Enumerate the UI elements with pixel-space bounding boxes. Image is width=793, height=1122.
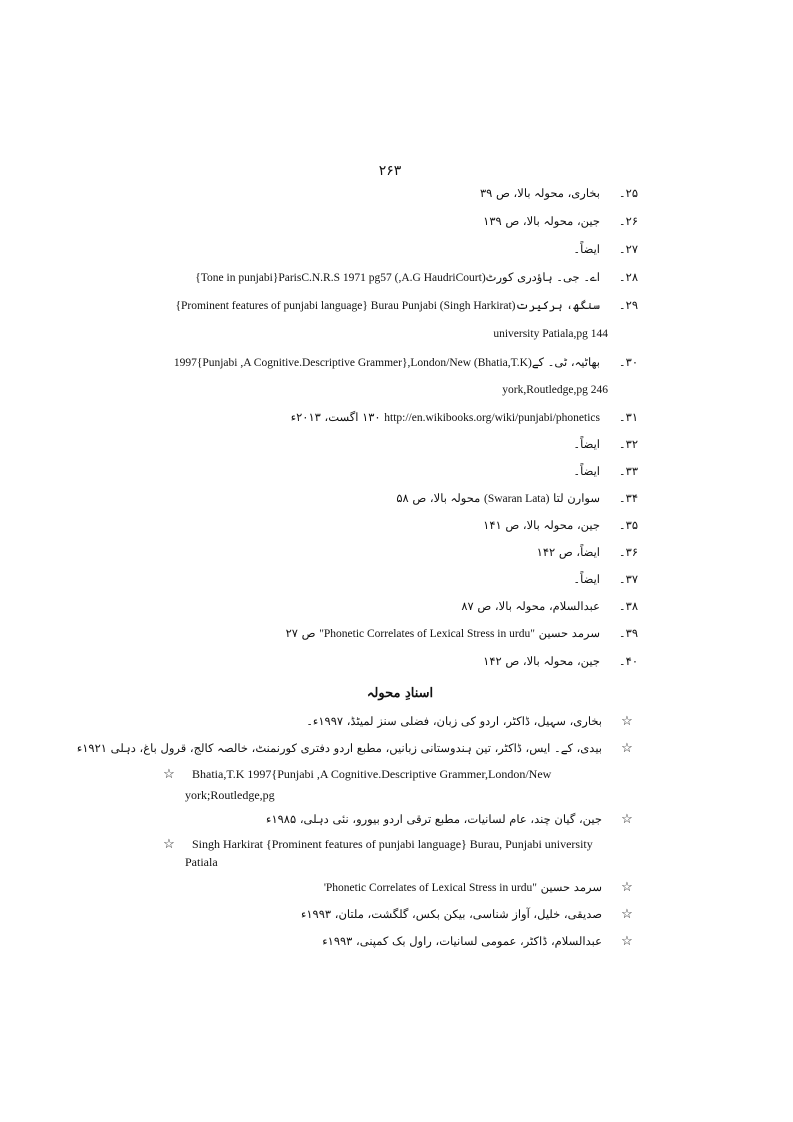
star-icon: ☆ — [621, 714, 633, 729]
reference-text: عبدالسلام، محولہ بالا، ص ۸۷ — [461, 599, 600, 613]
reference-latin-text: "Phonetic Correlates of Lexical Stress in urdu" — [319, 628, 535, 640]
reference-text: ایضاً، ص ۱۴۲ — [536, 545, 600, 559]
reference-latin-text: {Tone in punjabi}ParisC.N.R.S 1971 pg57 (,A.G HaudriCourt) — [195, 272, 486, 284]
bibliography-latin-text: 'Phonetic Correlates of Lexical Stress in urdu" — [323, 882, 537, 894]
reference-text: سنگھ، ہرکیرت — [515, 298, 600, 312]
star-icon: ☆ — [621, 907, 633, 922]
reference-item — [175, 298, 638, 312]
reference-text: ایضاً۔ — [573, 572, 600, 586]
reference-text: بخاری، محولہ بالا، ص ۳۹ — [479, 186, 600, 200]
reference-text: ایضاً۔ — [573, 437, 600, 451]
bibliography-text: جین، گیان چند، عام لسانیات، مطبع ترقی اردو بیورو، نئی دہلی، ۱۹۸۵ء — [266, 812, 602, 826]
bibliography-text: عبدالسلام، ڈاکٹر، عمومی لسانیات، راول بک کمپنی، ۱۹۹۳ء — [322, 934, 602, 948]
reference-item — [396, 491, 638, 505]
reference-number: ۳۵۔ — [618, 518, 638, 532]
reference-text: سوارن لتا — [553, 491, 600, 505]
reference-item — [573, 464, 638, 478]
reference-number: ۲۸۔ — [618, 270, 638, 284]
bibliography-text: سرمد حسین — [540, 880, 602, 894]
star-icon: ☆ — [621, 880, 633, 895]
reference-item — [480, 186, 638, 200]
bibliography-text: صدیقی، خلیل، آواز شناسی، بیکن بکس، گلگشت، ملتان، ۱۹۹۳ء — [300, 907, 602, 921]
reference-number: ۲۵۔ — [618, 186, 638, 200]
reference-number: ۳۱۔ — [618, 410, 638, 424]
reference-text: ایضاً۔ — [573, 242, 600, 256]
reference-item — [174, 355, 638, 369]
reference-url: http://en.wikibooks.org/wiki/punjabi/phonetics — [384, 412, 600, 424]
reference-number: ۴۰۔ — [618, 654, 638, 668]
reference-number: ۳۲۔ — [618, 437, 638, 451]
bibliography-latin-text: Singh Harkirat {Prominent features of punjabi language} Burau, Punjabi university — [192, 837, 593, 851]
reference-item — [291, 410, 638, 424]
bibliography-item — [77, 741, 638, 756]
bibliography-item — [158, 836, 593, 852]
bibliography-text: بیدی، کے۔ ایس، ڈاکٹر، تین ہندوستانی زبانیں، مطبع اردو دفتری کورنمنٹ، خالصہ کالج، قرول باغ، دہلی ۱۹۲۱ء — [76, 741, 602, 755]
reference-text: جین، محولہ بالا، ص ۱۴۱ — [483, 518, 600, 532]
reference-number: ۳۶۔ — [618, 545, 638, 559]
reference-item — [195, 270, 638, 284]
reference-continuation: university Patiala,pg 144 — [493, 328, 608, 340]
bibliography-item — [306, 714, 638, 729]
reference-text: اے۔ جی۔ ہاؤدری کورٹ — [485, 270, 600, 284]
reference-number: ۳۸۔ — [618, 599, 638, 613]
reference-item — [286, 626, 638, 640]
reference-item — [573, 242, 638, 256]
page-number: ۲۶۳ — [378, 163, 402, 179]
bibliography-item — [266, 812, 638, 827]
reference-continuation: york,Routledge,pg 246 — [502, 384, 608, 396]
reference-item — [483, 214, 638, 228]
reference-text: جین، محولہ بالا، ص ۱۴۲ — [483, 654, 600, 668]
reference-number: ۳۰۔ — [618, 355, 638, 369]
bibliography-item — [301, 907, 638, 922]
reference-item — [573, 437, 638, 451]
bibliography-text: بخاری، سہیل، ڈاکٹر، اردو کی زبان، فضلی سنز لمیٹڈ، ۱۹۹۷ء۔ — [306, 714, 602, 728]
reference-item — [483, 518, 638, 532]
bibliography-item — [322, 934, 638, 949]
star-icon: ☆ — [621, 741, 633, 756]
bibliography-latin-text: Bhatia,T.K 1997{Punjabi ,A Cognitive.Descriptive Grammer,London/New — [192, 767, 552, 781]
reference-item — [537, 545, 638, 559]
reference-number: ۳۹۔ — [618, 626, 638, 640]
reference-latin-text: {Prominent features of punjabi language} Burau Punjabi (Singh Harkirat) — [175, 300, 516, 312]
star-icon: ☆ — [163, 766, 175, 781]
star-icon: ☆ — [621, 812, 633, 827]
star-icon: ☆ — [163, 836, 175, 851]
reference-item — [483, 654, 638, 668]
reference-number: ۳۳۔ — [618, 464, 638, 478]
reference-text: بھاٹیہ، ٹی۔ کے — [531, 355, 600, 369]
reference-text: ایضاً۔ — [573, 464, 600, 478]
bibliography-continuation: Patiala — [185, 855, 218, 869]
bibliography-continuation: york;Routledge,pg — [185, 788, 275, 802]
reference-text-2: محولہ بالا، ص ۵۸ — [396, 491, 481, 505]
reference-text: جین، محولہ بالا، ص ۱۳۹ — [483, 214, 600, 228]
bibliography-heading: اسنادِ محولہ — [366, 686, 434, 701]
reference-number: ۲۷۔ — [618, 242, 638, 256]
reference-text: سرمد حسین — [538, 626, 600, 640]
reference-item — [573, 572, 638, 586]
bibliography-item — [158, 766, 551, 782]
reference-latin-text: (Swaran Lata) — [483, 493, 550, 505]
reference-latin-text: 1997{Punjabi ,A Cognitive.Descriptive Grammer},London/New (Bhatia,T.K) — [173, 357, 532, 369]
bibliography-item — [324, 880, 638, 895]
star-icon: ☆ — [621, 934, 633, 949]
reference-number: ۲۹۔ — [618, 298, 638, 312]
reference-number: ۲۶۔ — [618, 214, 638, 228]
reference-number: ۳۴۔ — [618, 491, 638, 505]
reference-text: ۱۳۰ اگست، ۲۰۱۳ء — [290, 410, 381, 424]
reference-number: ۳۷۔ — [618, 572, 638, 586]
reference-item — [461, 599, 638, 613]
reference-text-2: ص ۲۷ — [285, 626, 316, 640]
